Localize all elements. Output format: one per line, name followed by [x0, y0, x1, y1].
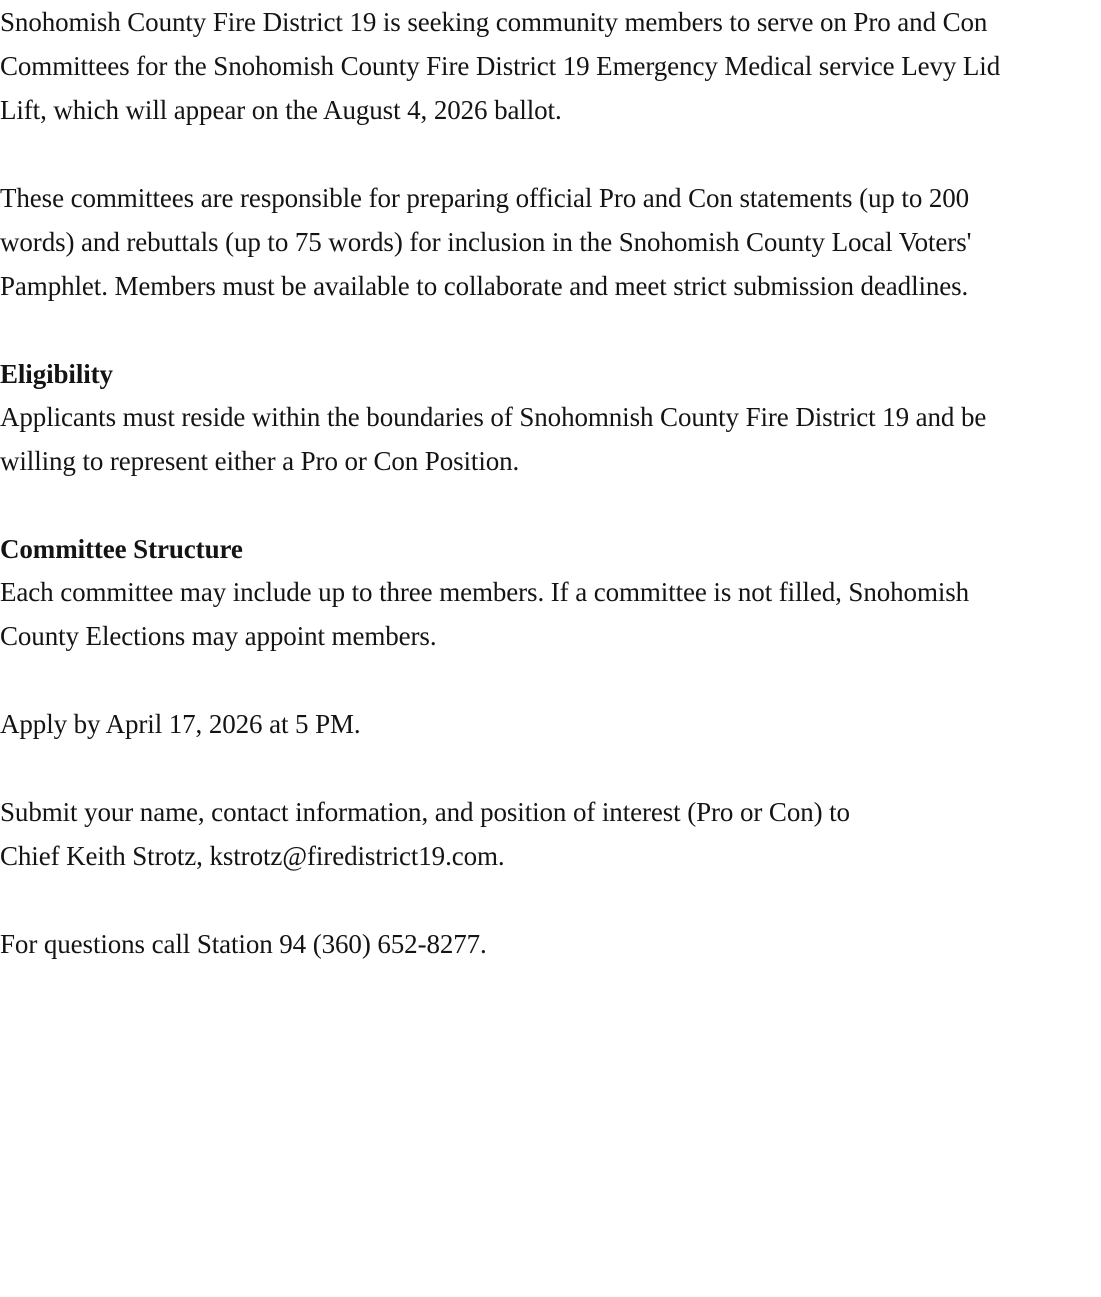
eligibility-paragraph: Applicants must reside within the boundaries of Snohomnish County Fire District 19 and be willing to represent either a Pro or Con Position.	[0, 402, 987, 476]
questions-paragraph: For questions call Station 94 (360) 652-8277.	[0, 929, 487, 959]
deadline-paragraph: Apply by April 17, 2026 at 5 PM.	[0, 709, 361, 739]
responsibilities-paragraph: These committees are responsible for preparing official Pro and Con statements (up to 200 words) and rebuttals (up to 75 words) for inclusion in the Snohomish County Local Voters' Pamphlet. Members must be available to collaborate and meet strict submission deadlines.	[0, 183, 972, 301]
spacer	[0, 132, 1095, 176]
intro-paragraph: Snohomish County Fire District 19 is seeking community members to serve on Pro and Con Committees for the Snohomish County Fire District 19 Emergency Medical service Levy Lid Lift, which will appear on the August 4, 2026 ballot.	[0, 7, 1001, 125]
eligibility-heading: Eligibility	[0, 359, 113, 389]
committee-structure-paragraph: Each committee may include up to three members. If a committee is not filled, Snohomish County Elections may appoint members.	[0, 577, 970, 651]
committee-structure-heading: Committee Structure	[0, 534, 243, 564]
spacer	[0, 483, 1095, 528]
submission-paragraph: Submit your name, contact information, and position of interest (Pro or Con) to Chief Keith Strotz, kstrotz@firedistrict19.com.	[0, 797, 850, 871]
spacer	[0, 658, 1095, 702]
spacer	[0, 878, 1095, 922]
spacer	[0, 308, 1095, 353]
spacer	[0, 746, 1095, 790]
